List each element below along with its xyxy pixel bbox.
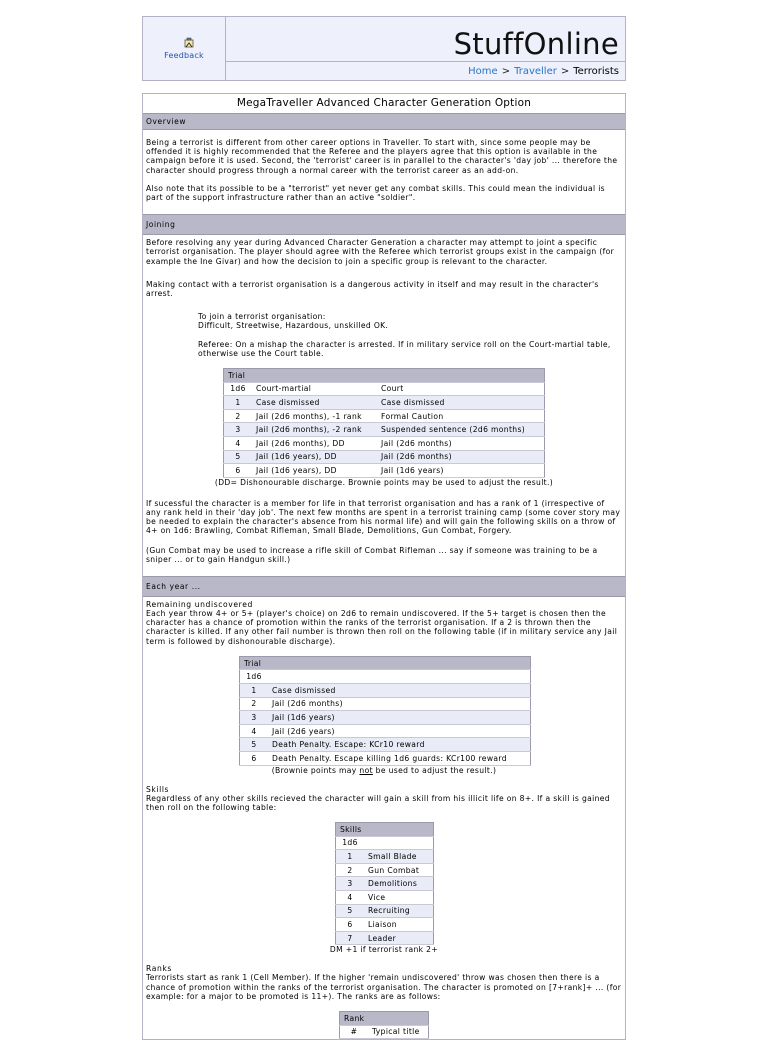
table-cell: Jail (2d6 months) [268,697,531,711]
page [142,16,626,1040]
table-title: Trial [240,656,531,670]
table-header: Court [377,382,545,396]
feedback-link[interactable]: Feedback [164,51,204,60]
table-row [224,409,545,423]
table-cell: Demolitions [364,877,434,891]
table-cell: Case dismissed [268,684,531,698]
subheading: Ranks [146,964,172,974]
table-cell: Jail (2d6 months), -2 rank [252,423,377,437]
table-cell: 2 [336,863,365,877]
table-cell: Suspended sentence (2d6 months) [377,423,545,437]
table-row [224,437,545,451]
paragraph: (Gun Combat may be used to increase a rifle skill of Combat Rifleman ... say if someone was training to be a sniper ... or to gain Handgun skill.) [146,545,598,564]
table-row [336,890,434,904]
table-cell: Liaison [364,918,434,932]
feedback-icon[interactable] [183,37,195,49]
section-heading-overview: Overview [143,113,625,130]
table-cell: 1 [336,850,365,864]
paragraph: If sucessful the character is a member for life in that terrorist organisation and has a rank of 1 (irrespective of any rank held in their 'day job'. The next few months are spent in a terrorist training camp (some cover story may be needed to explain the character's absence from his normal life) and will gain the following skills on a throw of 4+ on 1d6: Brawling, Combat Rifleman, Small Blade, Demolitions, Gun Combat, Forgery. [146,498,621,536]
paragraph: Regardless of any other skills recieved the character will gain a skill from his illicit life on 8+. If a skill is gained then roll on the following table: [146,793,610,812]
caption-text: (Brownie points may [271,765,360,775]
table-cell: Death Penalty. Escape killing 1d6 guards: KCr100 reward [268,751,531,765]
table-row [336,918,434,932]
table-row [224,396,545,410]
table-cell: 7 [336,931,365,945]
table-cell: Jail (1d6 years), DD [252,464,377,478]
table-cell: 4 [336,890,365,904]
table-cell: Recruiting [364,904,434,918]
table-cell: Case dismissed [252,396,377,410]
table-cell: 5 [336,904,365,918]
caption-emphasis: not [359,765,373,775]
site-header [142,16,626,81]
table-cell: 3 [224,423,253,437]
table-row [224,423,545,437]
page-title: MegaTraveller Advanced Character Generation Option [236,97,532,109]
table-row [336,931,434,945]
section-heading-each-year: Each year ... [143,576,625,597]
table-cell: 3 [336,877,365,891]
table-row [224,464,545,478]
table-cell: Jail (2d6 months) [377,437,545,451]
table-cell: 2 [240,697,269,711]
table-cell: Jail (1d6 years), DD [252,450,377,464]
table-cell: Formal Caution [377,409,545,423]
table-row [240,684,531,698]
table-cell: Jail (1d6 years) [268,711,531,725]
table-header: Typical title [368,1025,429,1039]
table-cell: Gun Combat [364,863,434,877]
table-cell: Leader [364,931,434,945]
table-row [240,697,531,711]
subheading: Remaining undiscovered [146,600,253,610]
table-cell: Small Blade [364,850,434,864]
table-caption: (DD= Dishonourable discharge. Brownie points may be used to adjust the result.) [214,477,554,487]
table-cell: 2 [224,409,253,423]
paragraph: Each year throw 4+ or 5+ (player's choice) on 2d6 to remain undiscovered. If the 5+ target is chosen then the character has a chance of promotion within the ranks of the terrorist organisation. If a 2 is thrown then the character is killed. If any other fail number is thrown then roll on the following table (if in military service any Jail term is followed by dishonourable discharge). [146,609,618,646]
table-cell: Jail (2d6 months), DD [252,437,377,451]
table-cell: Jail (2d6 months), -1 rank [252,409,377,423]
table-cell: Jail (2d6 months) [377,450,545,464]
table-header: Court-martial [252,382,377,396]
breadcrumb-current: Terrorists [573,65,619,77]
paragraph: Before resolving any year during Advanced Character Generation a character may attempt to joint a specific terrorist organisation. The player should agree with the Referee which terrorist groups exist in the campaign (for example the Ine Givar) and how the decision to join a specific group is relevant to the character. [146,238,615,266]
table-cell: 6 [336,918,365,932]
breadcrumb-separator: > [560,65,570,77]
table-row [336,877,434,891]
overview-text [143,138,625,202]
table-cell: Case dismissed [377,396,545,410]
table-row [336,904,434,918]
site-title: StuffOnline [226,17,625,62]
task-line: To join a terrorist organisation: [198,312,326,322]
table-row [336,863,434,877]
table-cell: 3 [240,711,269,725]
table-cell: 6 [240,751,269,765]
table-title: Skills [336,822,434,836]
breadcrumb-separator: > [501,65,511,77]
table-cell: 5 [240,738,269,752]
each-year-text [143,609,625,646]
table-cell: 4 [224,437,253,451]
table-row [240,711,531,725]
table-row [336,850,434,864]
table-row [224,450,545,464]
paragraph: Terrorists start as rank 1 (Cell Member). If the higher 'remain undiscovered' throw was chosen then there is a chance of promotion within the ranks of the terrorist organisation. The character is promoted on [7+rank]+ ... (for example: for a major to be promoted is 11+). The ranks are as follows: [146,973,622,1001]
table-cell: 6 [224,464,253,478]
skills-table [335,822,434,945]
table-cell: Death Penalty. Escape: KCr10 reward [268,738,531,752]
table-title: Trial [224,369,545,383]
rank-table [339,1011,429,1039]
table-cell: 5 [224,450,253,464]
table-row [240,738,531,752]
table-caption [143,766,625,775]
trial-table-2 [239,656,531,766]
paragraph: Also note that its possible to be a "terrorist" yet never get any combat skills. This could mean the individual is part of the support infrastructure rather than an active "soldier". [146,183,605,203]
table-cell: Vice [364,890,434,904]
table-caption: DM +1 if terrorist rank 2+ [329,945,439,955]
table-cell: Jail (2d6 years) [268,724,531,738]
table-row [240,751,531,765]
trial-table [223,368,545,478]
joining-text-2 [143,499,625,564]
joining-text [143,238,625,358]
feedback-area[interactable] [143,17,226,80]
section-heading-joining: Joining [143,214,625,235]
table-title: Rank [340,1011,429,1025]
caption-text: be used to adjust the result.) [372,765,497,775]
table-header: 1d6 [336,836,365,850]
skills-text [143,794,625,812]
table-cell: 4 [240,724,269,738]
ranks-text [143,973,625,1001]
table-row [240,724,531,738]
paragraph: Making contact with a terrorist organisation is a dangerous activity in itself and may result in the character's arrest. [146,279,599,299]
table-header: 1d6 [240,670,269,684]
table-cell: 1 [224,396,253,410]
table-header: # [340,1025,369,1039]
table-cell: 1 [240,684,269,698]
table-header: 1d6 [224,382,253,396]
paragraph: Being a terrorist is different from other career options in Traveller. To start with, since some people may be offended it is highly recommended that the Referee and the players agree that this option is available in the campaign before it is used. Second, the 'terrorist' career is in parallel to the character's 'day job' ... therefore the character should progress through a normal career with the terrorist career as an add-on. [146,138,618,175]
breadcrumb-traveller[interactable]: Traveller [514,65,557,77]
task-line: Difficult, Streetwise, Hazardous, unskilled OK. [198,321,389,331]
subheading: Skills [146,784,170,794]
breadcrumb [226,62,625,80]
referee-note: Referee: On a mishap the character is arrested. If in military service roll on the Court-martial table, otherwise use the Court table. [198,339,611,358]
article [142,93,626,1040]
table-cell: Jail (1d6 years) [377,464,545,478]
breadcrumb-home[interactable]: Home [468,65,498,77]
